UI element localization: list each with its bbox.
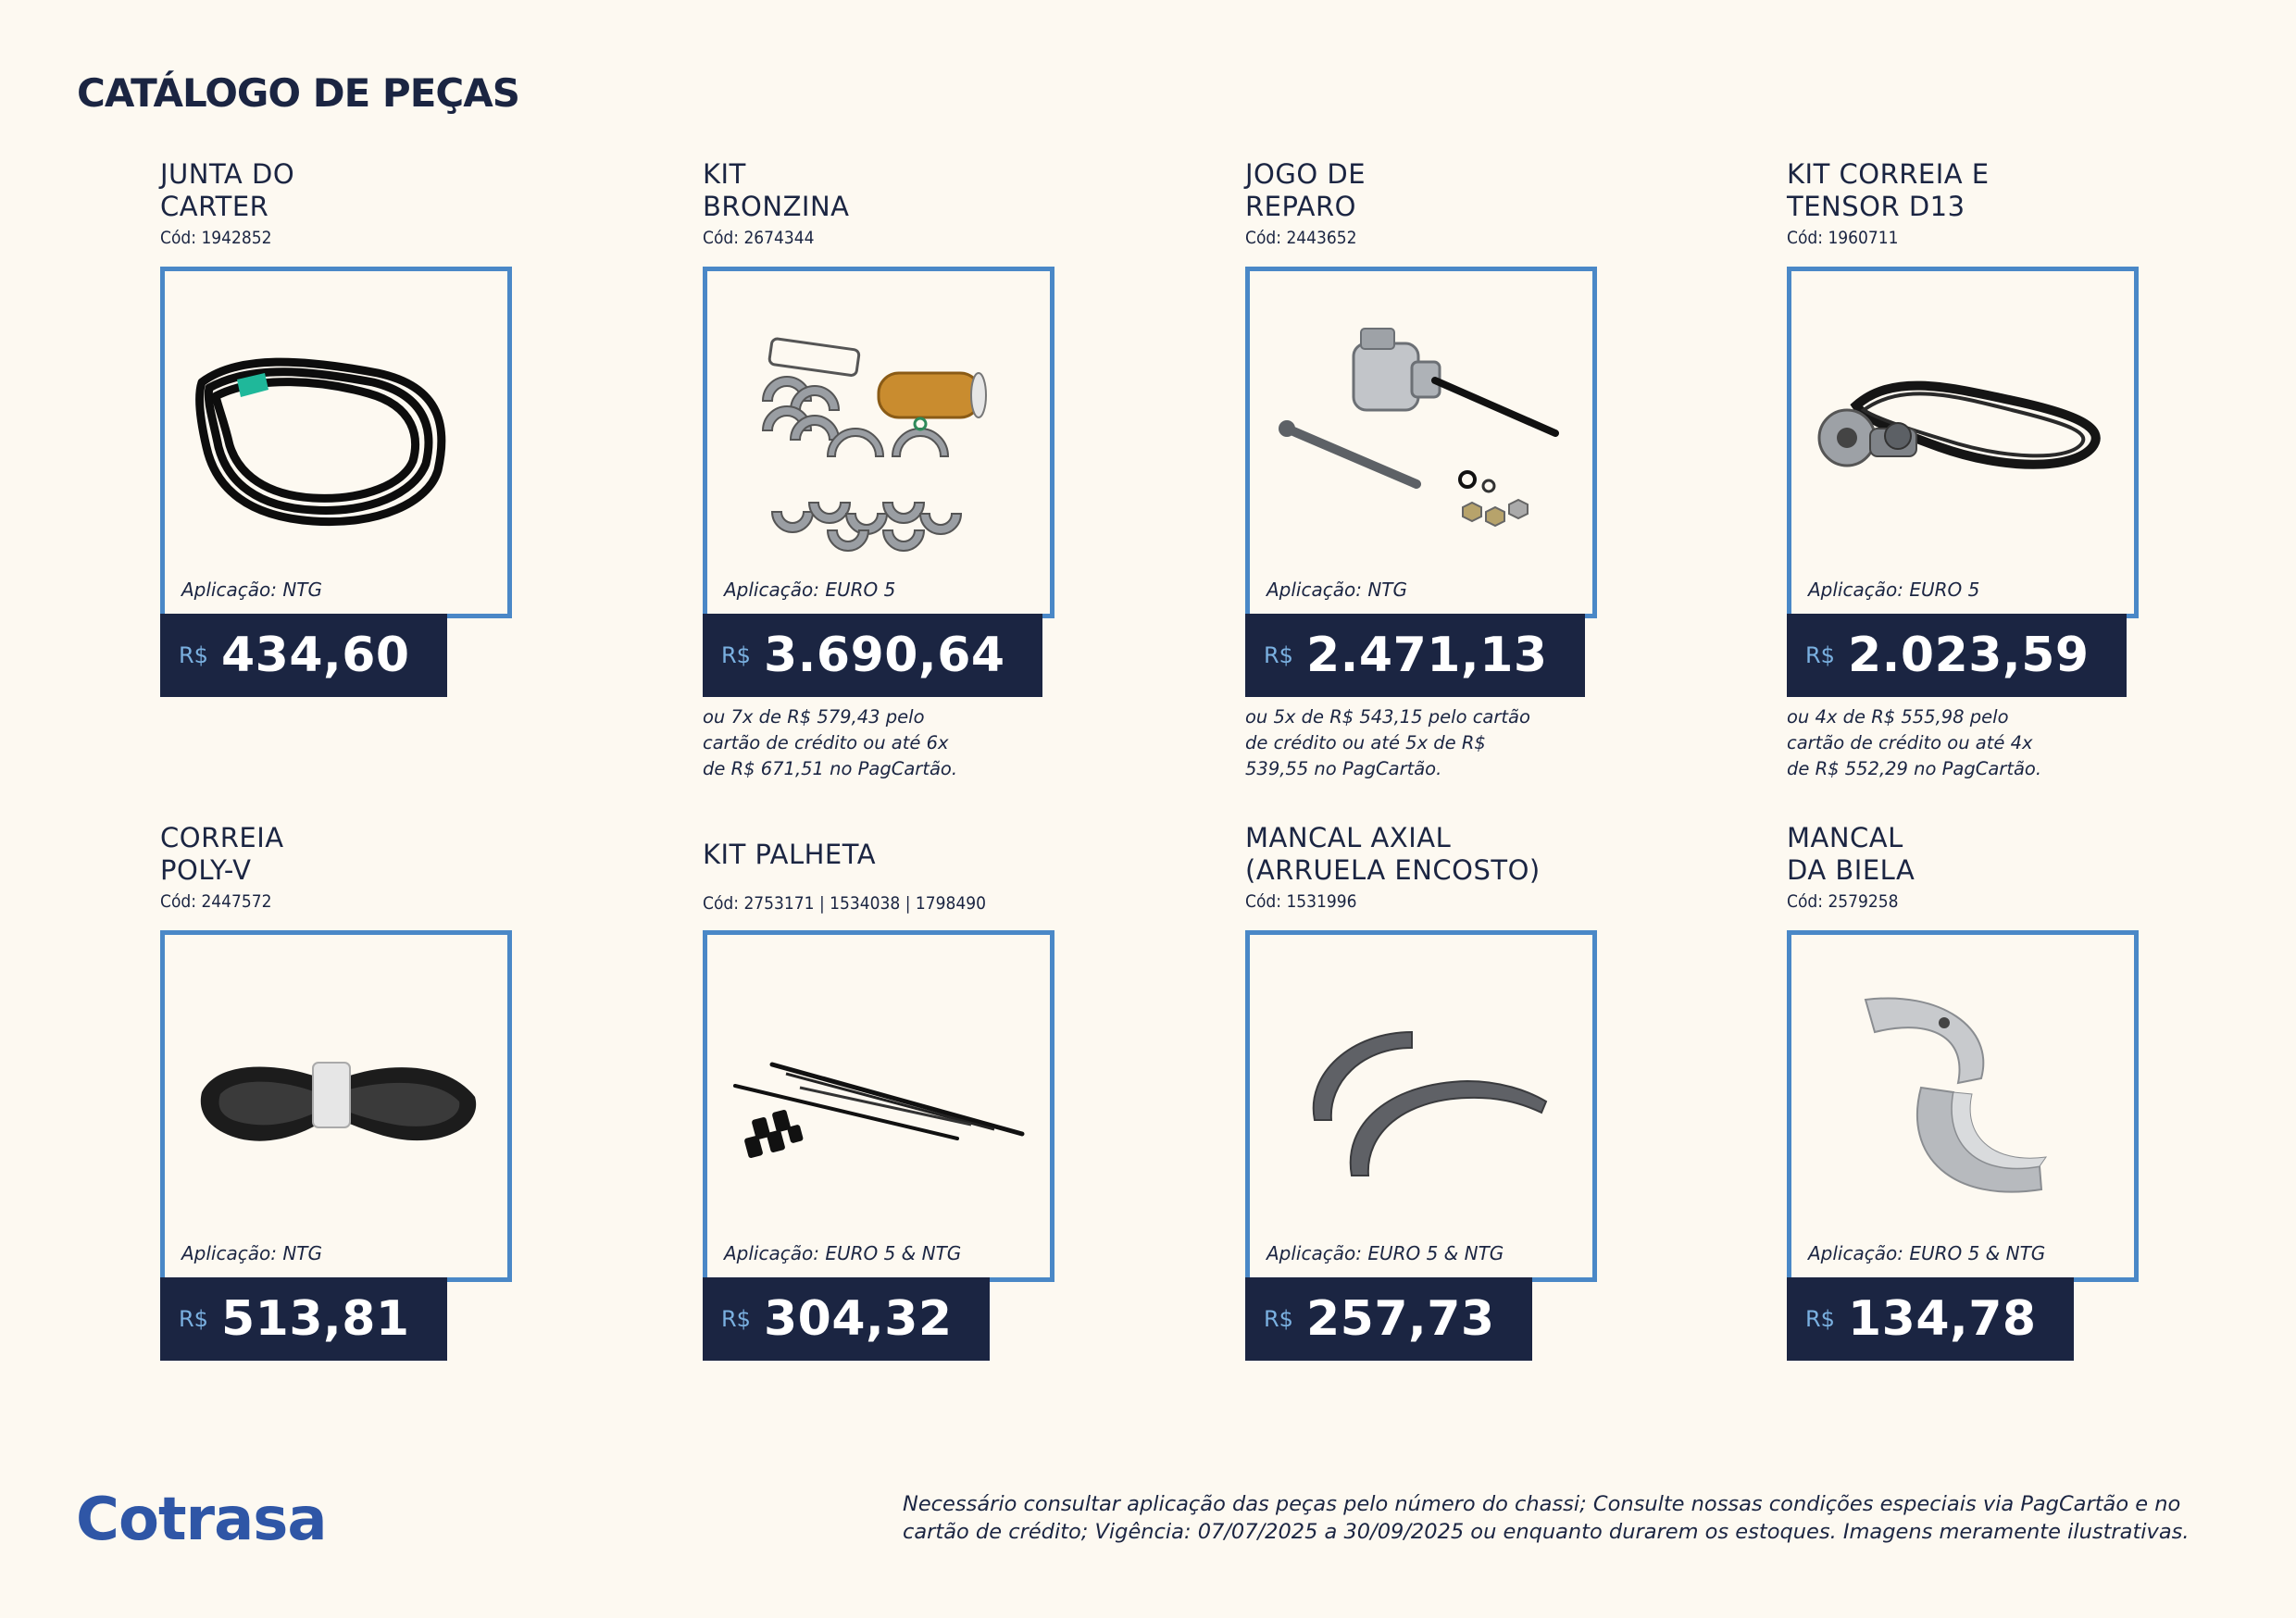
product-name: MANCAL DA BIELA [1787, 822, 1915, 886]
thrust-washer-icon [1250, 935, 1592, 1277]
product-card[interactable] [1245, 134, 1653, 801]
product-image-frame[interactable] [1787, 267, 2139, 618]
belt-tensioner-icon [1791, 271, 2134, 614]
price-currency: R$ [179, 1306, 208, 1332]
product-image-frame[interactable] [703, 930, 1054, 1282]
installment-terms: ou 7x de R$ 579,43 pelo cartão de crédito ou até 6x de R$ 671,51 no PagCartão. [703, 706, 958, 779]
product-name: KIT BRONZINA [703, 158, 850, 222]
product-code: Cód: 1531996 [1245, 891, 1357, 912]
price-amount: 134,78 [1847, 1291, 2037, 1347]
price-tag [160, 1277, 447, 1361]
price-currency: R$ [721, 642, 751, 668]
price-tag [703, 1277, 990, 1361]
repair-kit-icon [1250, 271, 1592, 614]
product-image-frame[interactable] [1245, 930, 1597, 1282]
product-application: Aplicação: NTG [181, 1242, 323, 1264]
brand-logo: Cotrasa [76, 1486, 327, 1554]
product-card[interactable] [703, 134, 1110, 801]
product-image-frame[interactable] [703, 267, 1054, 618]
price-tag [160, 614, 447, 697]
product-card[interactable] [1245, 798, 1653, 1464]
installment-terms: ou 4x de R$ 555,98 pelo cartão de crédito ou até 4x de R$ 552,29 no PagCartão. [1787, 706, 2042, 779]
price-amount: 304,32 [763, 1291, 953, 1347]
product-application: Aplicação: NTG [1267, 579, 1408, 601]
product-name: KIT PALHETA [703, 839, 877, 870]
product-image-frame[interactable] [1787, 930, 2139, 1282]
price-tag [1245, 614, 1585, 697]
product-card[interactable] [160, 798, 568, 1464]
product-name: JUNTA DO CARTER [160, 158, 295, 222]
rod-bearing-icon [1791, 935, 2134, 1277]
page-title: CATÁLOGO DE PEÇAS [77, 70, 519, 116]
price-amount: 434,60 [220, 628, 410, 683]
carter-gasket-icon [165, 271, 507, 614]
product-card[interactable] [160, 134, 568, 801]
product-application: Aplicação: EURO 5 & NTG [1267, 1242, 1504, 1264]
product-application: Aplicação: EURO 5 & NTG [1808, 1242, 2046, 1264]
product-code: Cód: 1960711 [1787, 228, 1899, 248]
price-tag [1245, 1277, 1532, 1361]
price-currency: R$ [721, 1306, 751, 1332]
product-card[interactable] [703, 798, 1110, 1464]
product-name: CORREIA POLY-V [160, 822, 284, 886]
product-image-frame[interactable] [160, 267, 512, 618]
price-tag [1787, 1277, 2074, 1361]
product-application: Aplicação: EURO 5 & NTG [724, 1242, 962, 1264]
product-application: Aplicação: EURO 5 [1808, 579, 1980, 601]
price-amount: 2.471,13 [1305, 628, 1548, 683]
poly-v-belt-icon [165, 935, 507, 1277]
product-image-frame[interactable] [160, 930, 512, 1282]
price-tag [1787, 614, 2127, 697]
price-currency: R$ [1264, 1306, 1293, 1332]
product-name: MANCAL AXIAL (ARRUELA ENCOSTO) [1245, 822, 1541, 886]
bearing-kit-icon [707, 271, 1050, 614]
product-image-frame[interactable] [1245, 267, 1597, 618]
price-currency: R$ [1805, 642, 1835, 668]
price-tag [703, 614, 1042, 697]
product-name: JOGO DE REPARO [1245, 158, 1366, 222]
price-currency: R$ [179, 642, 208, 668]
product-code: Cód: 2753171 | 1534038 | 1798490 [703, 893, 987, 914]
product-code: Cód: 2579258 [1787, 891, 1899, 912]
wiper-blade-icon [707, 935, 1050, 1277]
price-amount: 3.690,64 [763, 628, 1005, 683]
product-application: Aplicação: NTG [181, 579, 323, 601]
price-currency: R$ [1805, 1306, 1835, 1332]
price-amount: 2.023,59 [1847, 628, 2090, 683]
price-currency: R$ [1264, 642, 1293, 668]
product-code: Cód: 1942852 [160, 228, 272, 248]
footer-disclaimer: Necessário consultar aplicação das peças pelo número do chassi; Consulte nossas condições especiais via PagCartão e no cartão de crédito; Vigência: 07/07/2025 a 30/09/2025 ou enquanto durarem os estoques. Imagens meramente ilustrativas. [903, 1492, 2190, 1544]
product-card[interactable] [1787, 134, 2194, 801]
product-name: KIT CORREIA E TENSOR D13 [1787, 158, 1990, 222]
product-code: Cód: 2674344 [703, 228, 815, 248]
price-amount: 513,81 [220, 1291, 410, 1347]
installment-terms: ou 5x de R$ 543,15 pelo cartão de crédito ou até 5x de R$ 539,55 no PagCartão. [1245, 706, 1530, 779]
product-application: Aplicação: EURO 5 [724, 579, 896, 601]
product-code: Cód: 2447572 [160, 891, 272, 912]
price-amount: 257,73 [1305, 1291, 1495, 1347]
product-code: Cód: 2443652 [1245, 228, 1357, 248]
product-card[interactable] [1787, 798, 2194, 1464]
